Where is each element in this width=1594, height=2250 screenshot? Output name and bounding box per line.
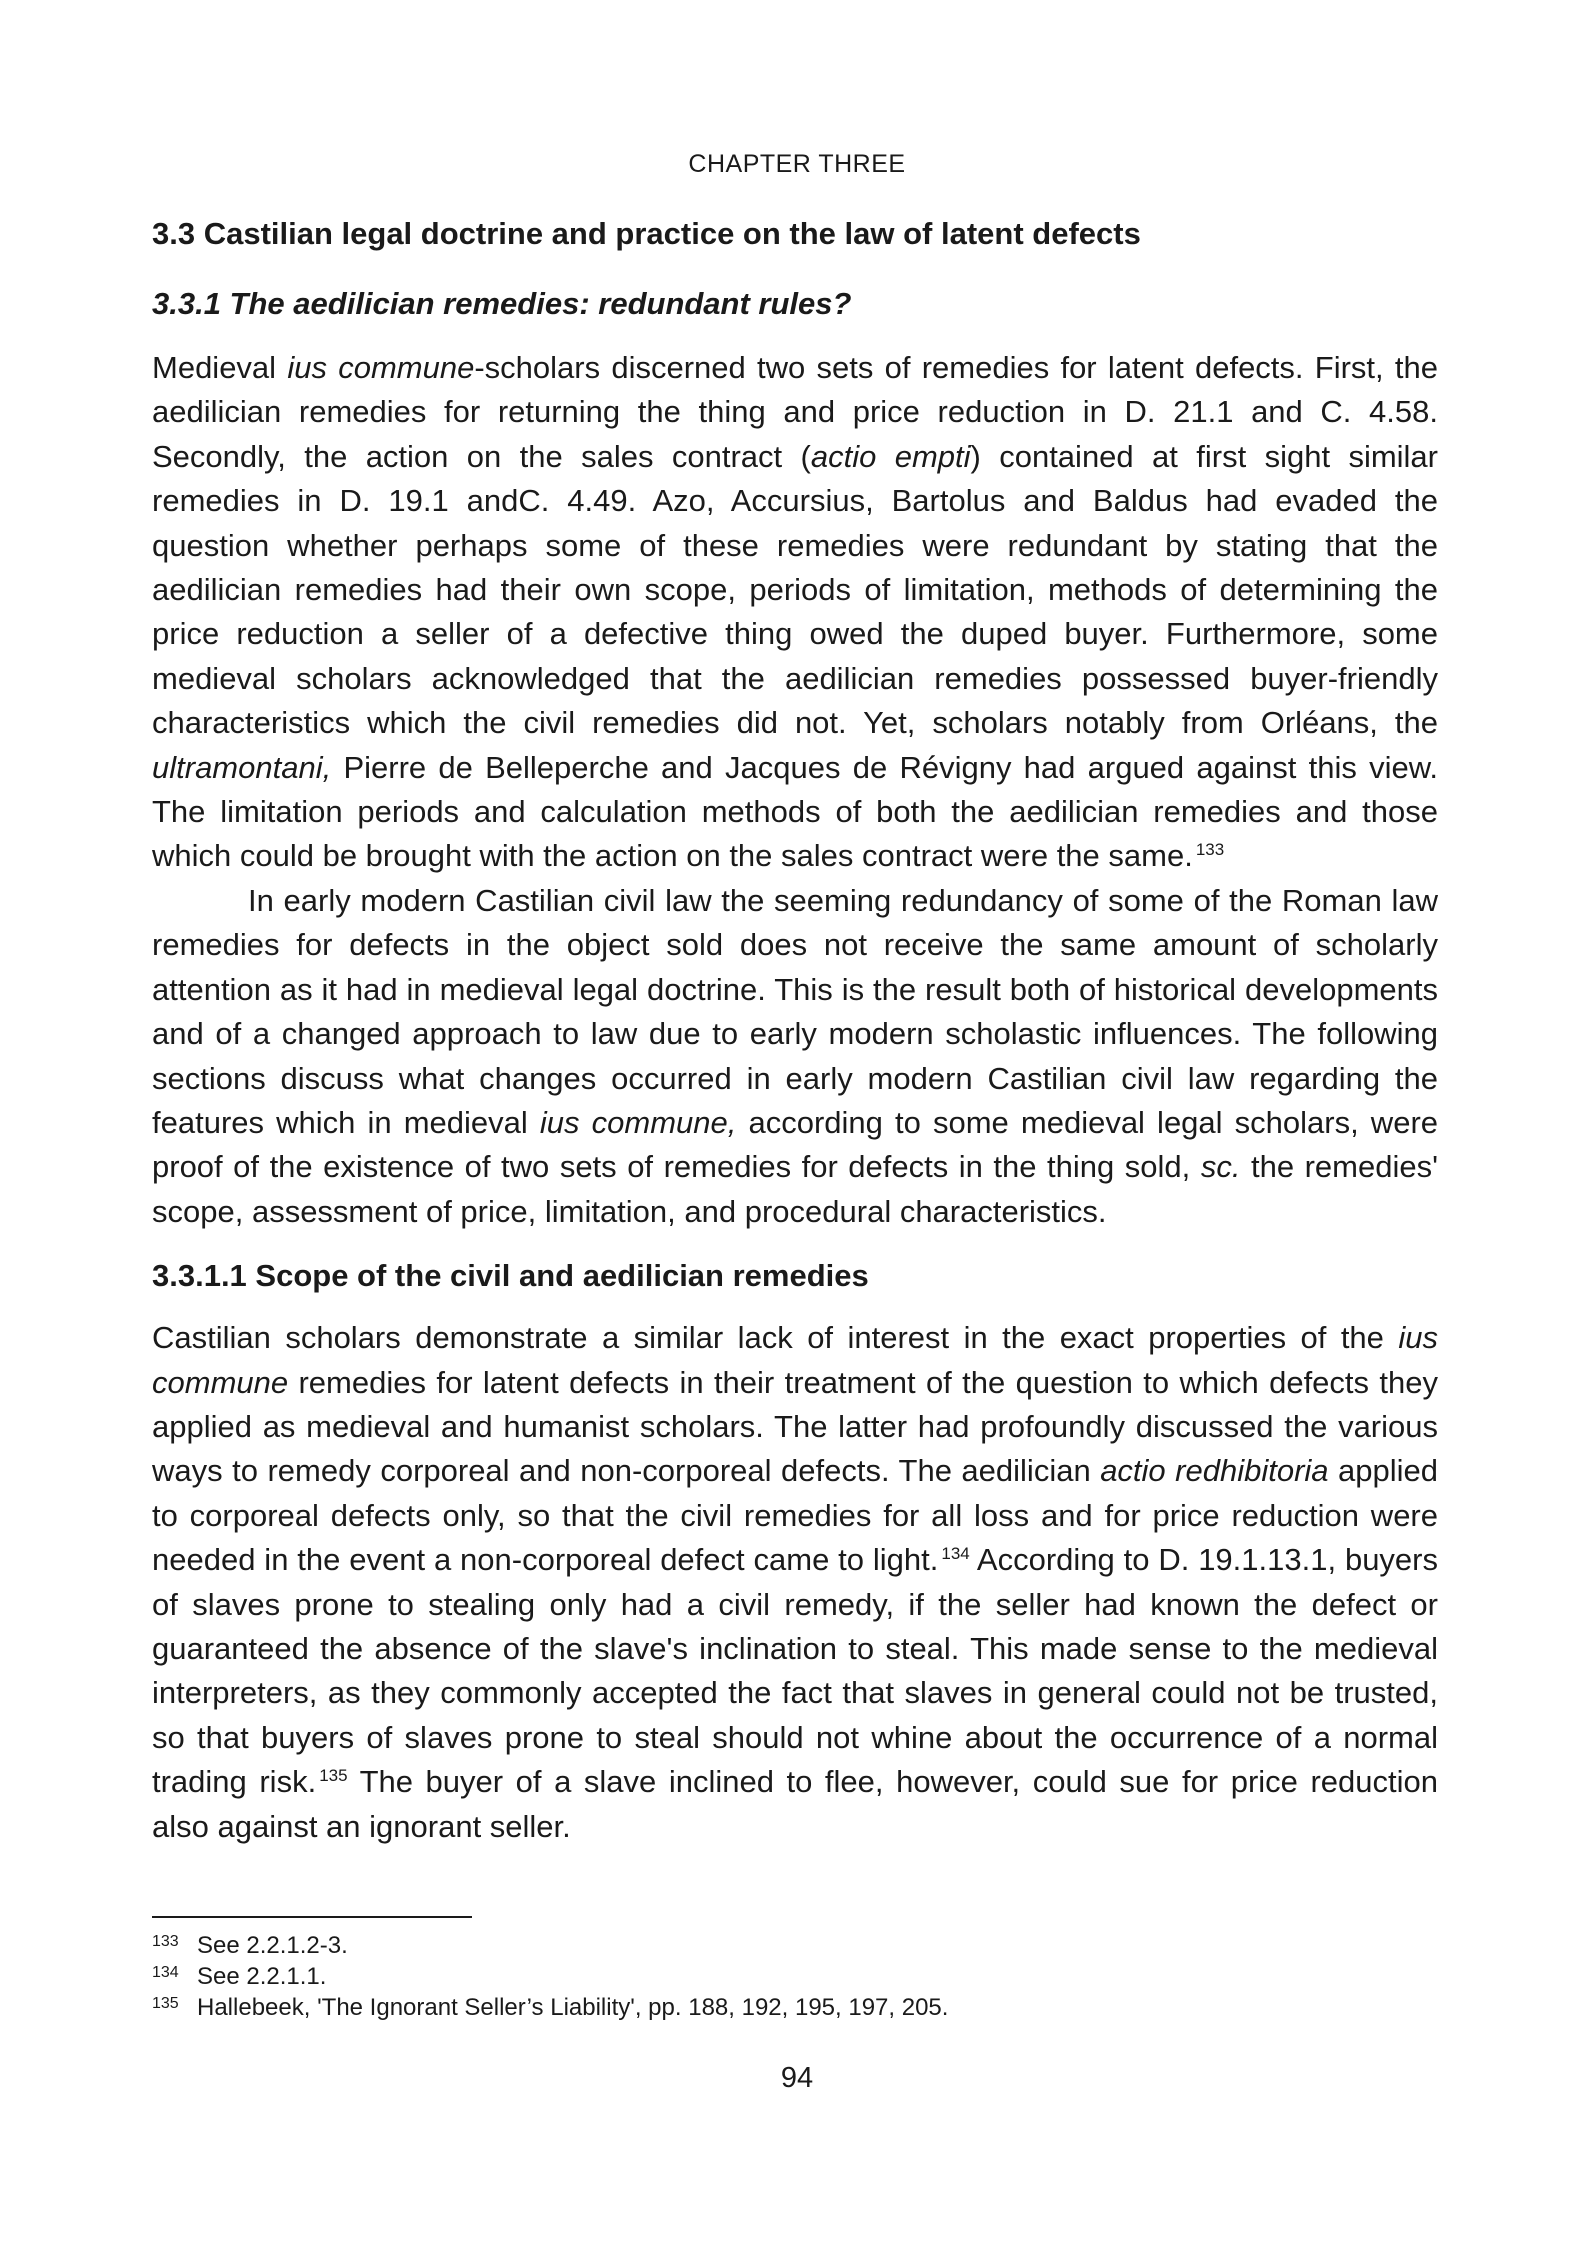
footnote-text: See 2.2.1.2-3. bbox=[197, 1932, 348, 1959]
footnote-ref-133[interactable]: 133 bbox=[1195, 840, 1225, 860]
paragraph-3-text: remedies for latent defects in their treatment of the question to which defects they applied as medieval and humanist scholars. The latter had profoundly discussed the various ways to remedy corporeal and non-corporeal defects. The aedilician bbox=[152, 1364, 1438, 1489]
footnote-number: 135 bbox=[152, 1995, 179, 2012]
paragraph-2-text: In early modern Castilian civil law the seeming redundancy of some of the Roman law remedies for defects in the object sold does not receive the same amount of scholarly attention as it had in medieval legal doctrine. This is the result both of historical developments and of a changed approach to law due to early modern scholastic influences. The following sections discuss what changes occurred in early modern Castilian civil law regarding the features which in medieval bbox=[152, 882, 1438, 1140]
footnote-item bbox=[152, 1930, 1438, 1961]
paragraph-3-text: The buyer of a slave inclined to flee, however, could sue for price reduction also against an ignorant seller. bbox=[152, 1764, 1438, 1844]
footnote-item bbox=[152, 1961, 1438, 1992]
running-head: CHAPTER THREE bbox=[688, 150, 906, 178]
paragraph-1-italic: ultramontani, bbox=[152, 749, 332, 785]
paragraph-2-text: according to some medieval legal scholars, were proof of the existence of two sets of remedies for defects in the thing sold, bbox=[152, 1104, 1439, 1185]
paragraph-2-text: the remedies' scope, assessment of price, limitation, and procedural characteristics. bbox=[152, 1149, 1438, 1229]
main-text bbox=[152, 212, 1438, 1849]
paragraph-3-italic: actio redhibitoria bbox=[1100, 1453, 1329, 1489]
subsubsection-heading: 3.3.1.1 Scope of the civil and aedilician remedies bbox=[152, 1258, 869, 1294]
footnote-text: See 2.2.1.1. bbox=[197, 1963, 327, 1990]
paragraph-2-italic: sc. bbox=[1200, 1149, 1241, 1185]
paragraph-1-italic: actio empti bbox=[810, 438, 971, 474]
subsection-heading: 3.3.1 The aedilician remedies: redundant rules? bbox=[152, 286, 852, 321]
paragraph-2-italic: ius commune, bbox=[539, 1104, 737, 1140]
paragraph-3-text: According to D. 19.1.13.1, buyers of slaves prone to stealing only had a civil remedy, if the seller had known the defect or guaranteed the absence of the slave's inclination to steal. This made sense to the medieval interpreters, as they commonly accepted the fact that slaves in general could not be trusted, so that buyers of slaves prone to steal should not whine about the occurrence of a normal trading risk. bbox=[152, 1542, 1438, 1800]
paragraph-1-text: ) contained at first sight similar remedies in D. 19.1 andC. 4.49. Azo, Accursius, Bartolus and Baldus had evaded the question whether perhaps some of these remedies were redundant by stating that the aedilician remedies had their own scope, periods of limitation, methods of determining the price reduction a seller of a defective thing owed the duped buyer. Furthermore, some medieval scholars acknowledged that the aedilician remedies possessed buyer-friendly characteristics which the civil remedies did not. Yet, scholars notably from Orléans, the bbox=[152, 438, 1438, 741]
footnote-number: 134 bbox=[152, 1964, 179, 1981]
paragraph-1-text: -scholars discerned two sets of remedies for latent defects. First, the aedilician remedies for returning the thing and price reduction in D. 21.1 and C. 4.58. Secondly, the action on the sales contract ( bbox=[152, 350, 1439, 474]
paragraph-3-text: Castilian scholars demonstrate a similar lack of interest in the exact properties of the bbox=[152, 1320, 1399, 1356]
paragraph-3-text: applied to corporeal defects only, so that the civil remedies for all loss and for price reduction were needed in the event a non-corporeal defect came to light. bbox=[152, 1453, 1438, 1578]
paragraph-3 bbox=[152, 1316, 1438, 1849]
paragraph-1 bbox=[152, 346, 1438, 879]
paragraph-3-italic: ius commune bbox=[152, 1320, 1438, 1400]
footnote-divider bbox=[152, 1916, 472, 1918]
footnote-number: 133 bbox=[152, 1933, 179, 1950]
footnote-ref-135[interactable]: 135 bbox=[319, 1765, 348, 1785]
footnotes bbox=[152, 1930, 1438, 2023]
page-number: 94 bbox=[780, 2062, 814, 2094]
section-heading: 3.3 Castilian legal doctrine and practice on the law of latent defects bbox=[152, 216, 1141, 251]
footnote-ref-134[interactable]: 134 bbox=[941, 1543, 970, 1563]
paragraph-1-text: Medieval bbox=[152, 350, 288, 385]
paragraph-1-text: Pierre de Belleperche and Jacques de Révigny had argued against this view. The limitation periods and calculation methods of both the aedilician remedies and those which could be brought with the action on the sales contract were the same. bbox=[152, 749, 1438, 874]
footnote-item bbox=[152, 1992, 1438, 2023]
paragraph-2 bbox=[152, 879, 1438, 1234]
paragraph-1-italic: ius commune bbox=[287, 350, 475, 385]
footnote-text: Hallebeek, 'The Ignorant Seller’s Liability', pp. 188, 192, 195, 197, 205. bbox=[197, 1994, 949, 2021]
